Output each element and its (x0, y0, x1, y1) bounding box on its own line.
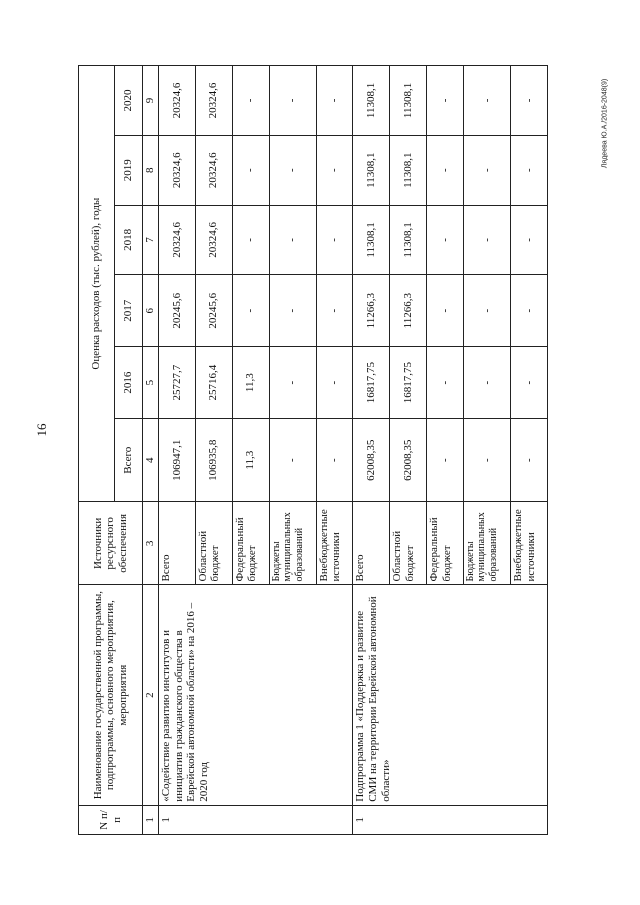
value-cell: - (463, 347, 510, 419)
value-cell: - (316, 66, 353, 136)
value-cell: 11266,3 (390, 275, 427, 347)
value-cell: 20324,6 (195, 135, 232, 205)
column-number: 1 (143, 805, 159, 834)
funding-source: Областной бюджет (390, 502, 427, 585)
funding-source: Бюджеты муниципальных образований (269, 502, 316, 585)
value-cell: 20324,6 (159, 66, 196, 136)
value-cell: 16817,75 (390, 347, 427, 419)
value-cell: - (269, 135, 316, 205)
row-number: 1 (159, 805, 353, 834)
value-cell: 11308,1 (390, 135, 427, 205)
funding-source: Внебюджетные источники (511, 502, 548, 585)
value-cell: 25716,4 (195, 347, 232, 419)
page-number: 16 (34, 423, 49, 437)
value-cell: - (427, 66, 464, 136)
value-cell: - (316, 205, 353, 275)
value-cell: - (511, 347, 548, 419)
column-number-row (143, 66, 159, 835)
value-cell: - (463, 66, 510, 136)
column-number: 5 (143, 347, 159, 419)
column-number: 3 (143, 502, 159, 585)
value-cell: - (511, 419, 548, 502)
column-number: 4 (143, 419, 159, 502)
value-cell: 62008,35 (390, 419, 427, 502)
value-cell: - (232, 135, 269, 205)
row-number: 1 (353, 805, 548, 834)
program-name: «Содействие развитию институтов и инициатив гражданского общества в Еврейской автономной области» на 2016 – 2020 год (159, 585, 353, 805)
value-cell: - (511, 135, 548, 205)
value-cell: 106935,8 (195, 419, 232, 502)
funding-source: Внебюджетные источники (316, 502, 353, 585)
value-cell: 20245,6 (195, 275, 232, 347)
value-cell: - (427, 419, 464, 502)
value-cell: 11,3 (232, 419, 269, 502)
value-cell: - (427, 135, 464, 205)
value-cell: - (232, 205, 269, 275)
rotated-table-container (78, 65, 548, 835)
header-total: Всего (115, 419, 143, 502)
value-cell: - (463, 135, 510, 205)
value-cell: 20324,6 (195, 205, 232, 275)
header-source: Источники ресурсного обеспечения (79, 502, 143, 585)
value-cell: - (511, 66, 548, 136)
value-cell: 25727,7 (159, 347, 196, 419)
value-cell: 11,3 (232, 347, 269, 419)
header-year: 2016 (115, 347, 143, 419)
value-cell: 11266,3 (353, 275, 390, 347)
value-cell: 11308,1 (353, 205, 390, 275)
value-cell: 16817,75 (353, 347, 390, 419)
value-cell: 20324,6 (195, 66, 232, 136)
funding-source: Всего (159, 502, 196, 585)
value-cell: - (269, 66, 316, 136)
value-cell: - (427, 205, 464, 275)
column-number: 9 (143, 66, 159, 136)
header-year: 2018 (115, 205, 143, 275)
value-cell: - (316, 275, 353, 347)
expenditure-table (78, 65, 548, 835)
value-cell: 20245,6 (159, 275, 196, 347)
value-cell: - (269, 347, 316, 419)
value-cell: - (427, 275, 464, 347)
value-cell: 20324,6 (159, 135, 196, 205)
table-row (159, 66, 196, 835)
funding-source: Всего (353, 502, 390, 585)
value-cell: - (427, 347, 464, 419)
subprogram-name: Подпрограмма 1 «Поддержка и развитие СМИ на территории Еврейской автономной области» (353, 585, 548, 805)
column-number: 2 (143, 585, 159, 805)
value-cell: 62008,35 (353, 419, 390, 502)
column-number: 6 (143, 275, 159, 347)
value-cell: 11308,1 (390, 205, 427, 275)
value-cell: - (463, 275, 510, 347)
value-cell: - (511, 275, 548, 347)
value-cell: 20324,6 (159, 205, 196, 275)
funding-source: Бюджеты муниципальных образований (463, 502, 510, 585)
value-cell: 11308,1 (390, 66, 427, 136)
document-code: Лядеева Ю.А./2016-2048(9) (601, 78, 609, 169)
table-row (353, 66, 390, 835)
value-cell: 106947,1 (159, 419, 196, 502)
value-cell: - (269, 275, 316, 347)
value-cell: 11308,1 (353, 66, 390, 136)
header-name: Наименование государственной программы, подпрограммы, основного мероприятия, мероприятия (79, 585, 143, 805)
value-cell: - (232, 66, 269, 136)
value-cell: - (316, 347, 353, 419)
value-cell: - (232, 275, 269, 347)
column-number: 7 (143, 205, 159, 275)
value-cell: - (269, 419, 316, 502)
header-year: 2020 (115, 66, 143, 136)
header-num: N п/п (79, 805, 143, 834)
value-cell: - (269, 205, 316, 275)
header-year: 2019 (115, 135, 143, 205)
value-cell: - (463, 419, 510, 502)
funding-source: Федеральный бюджет (427, 502, 464, 585)
funding-source: Областной бюджет (195, 502, 232, 585)
value-cell: - (463, 205, 510, 275)
column-number: 8 (143, 135, 159, 205)
value-cell: 11308,1 (353, 135, 390, 205)
value-cell: - (511, 205, 548, 275)
header-year: 2017 (115, 275, 143, 347)
funding-source: Федеральный бюджет (232, 502, 269, 585)
value-cell: - (316, 419, 353, 502)
header-estimate: Оценка расходов (тыс. рублей), годы (79, 66, 115, 502)
value-cell: - (316, 135, 353, 205)
